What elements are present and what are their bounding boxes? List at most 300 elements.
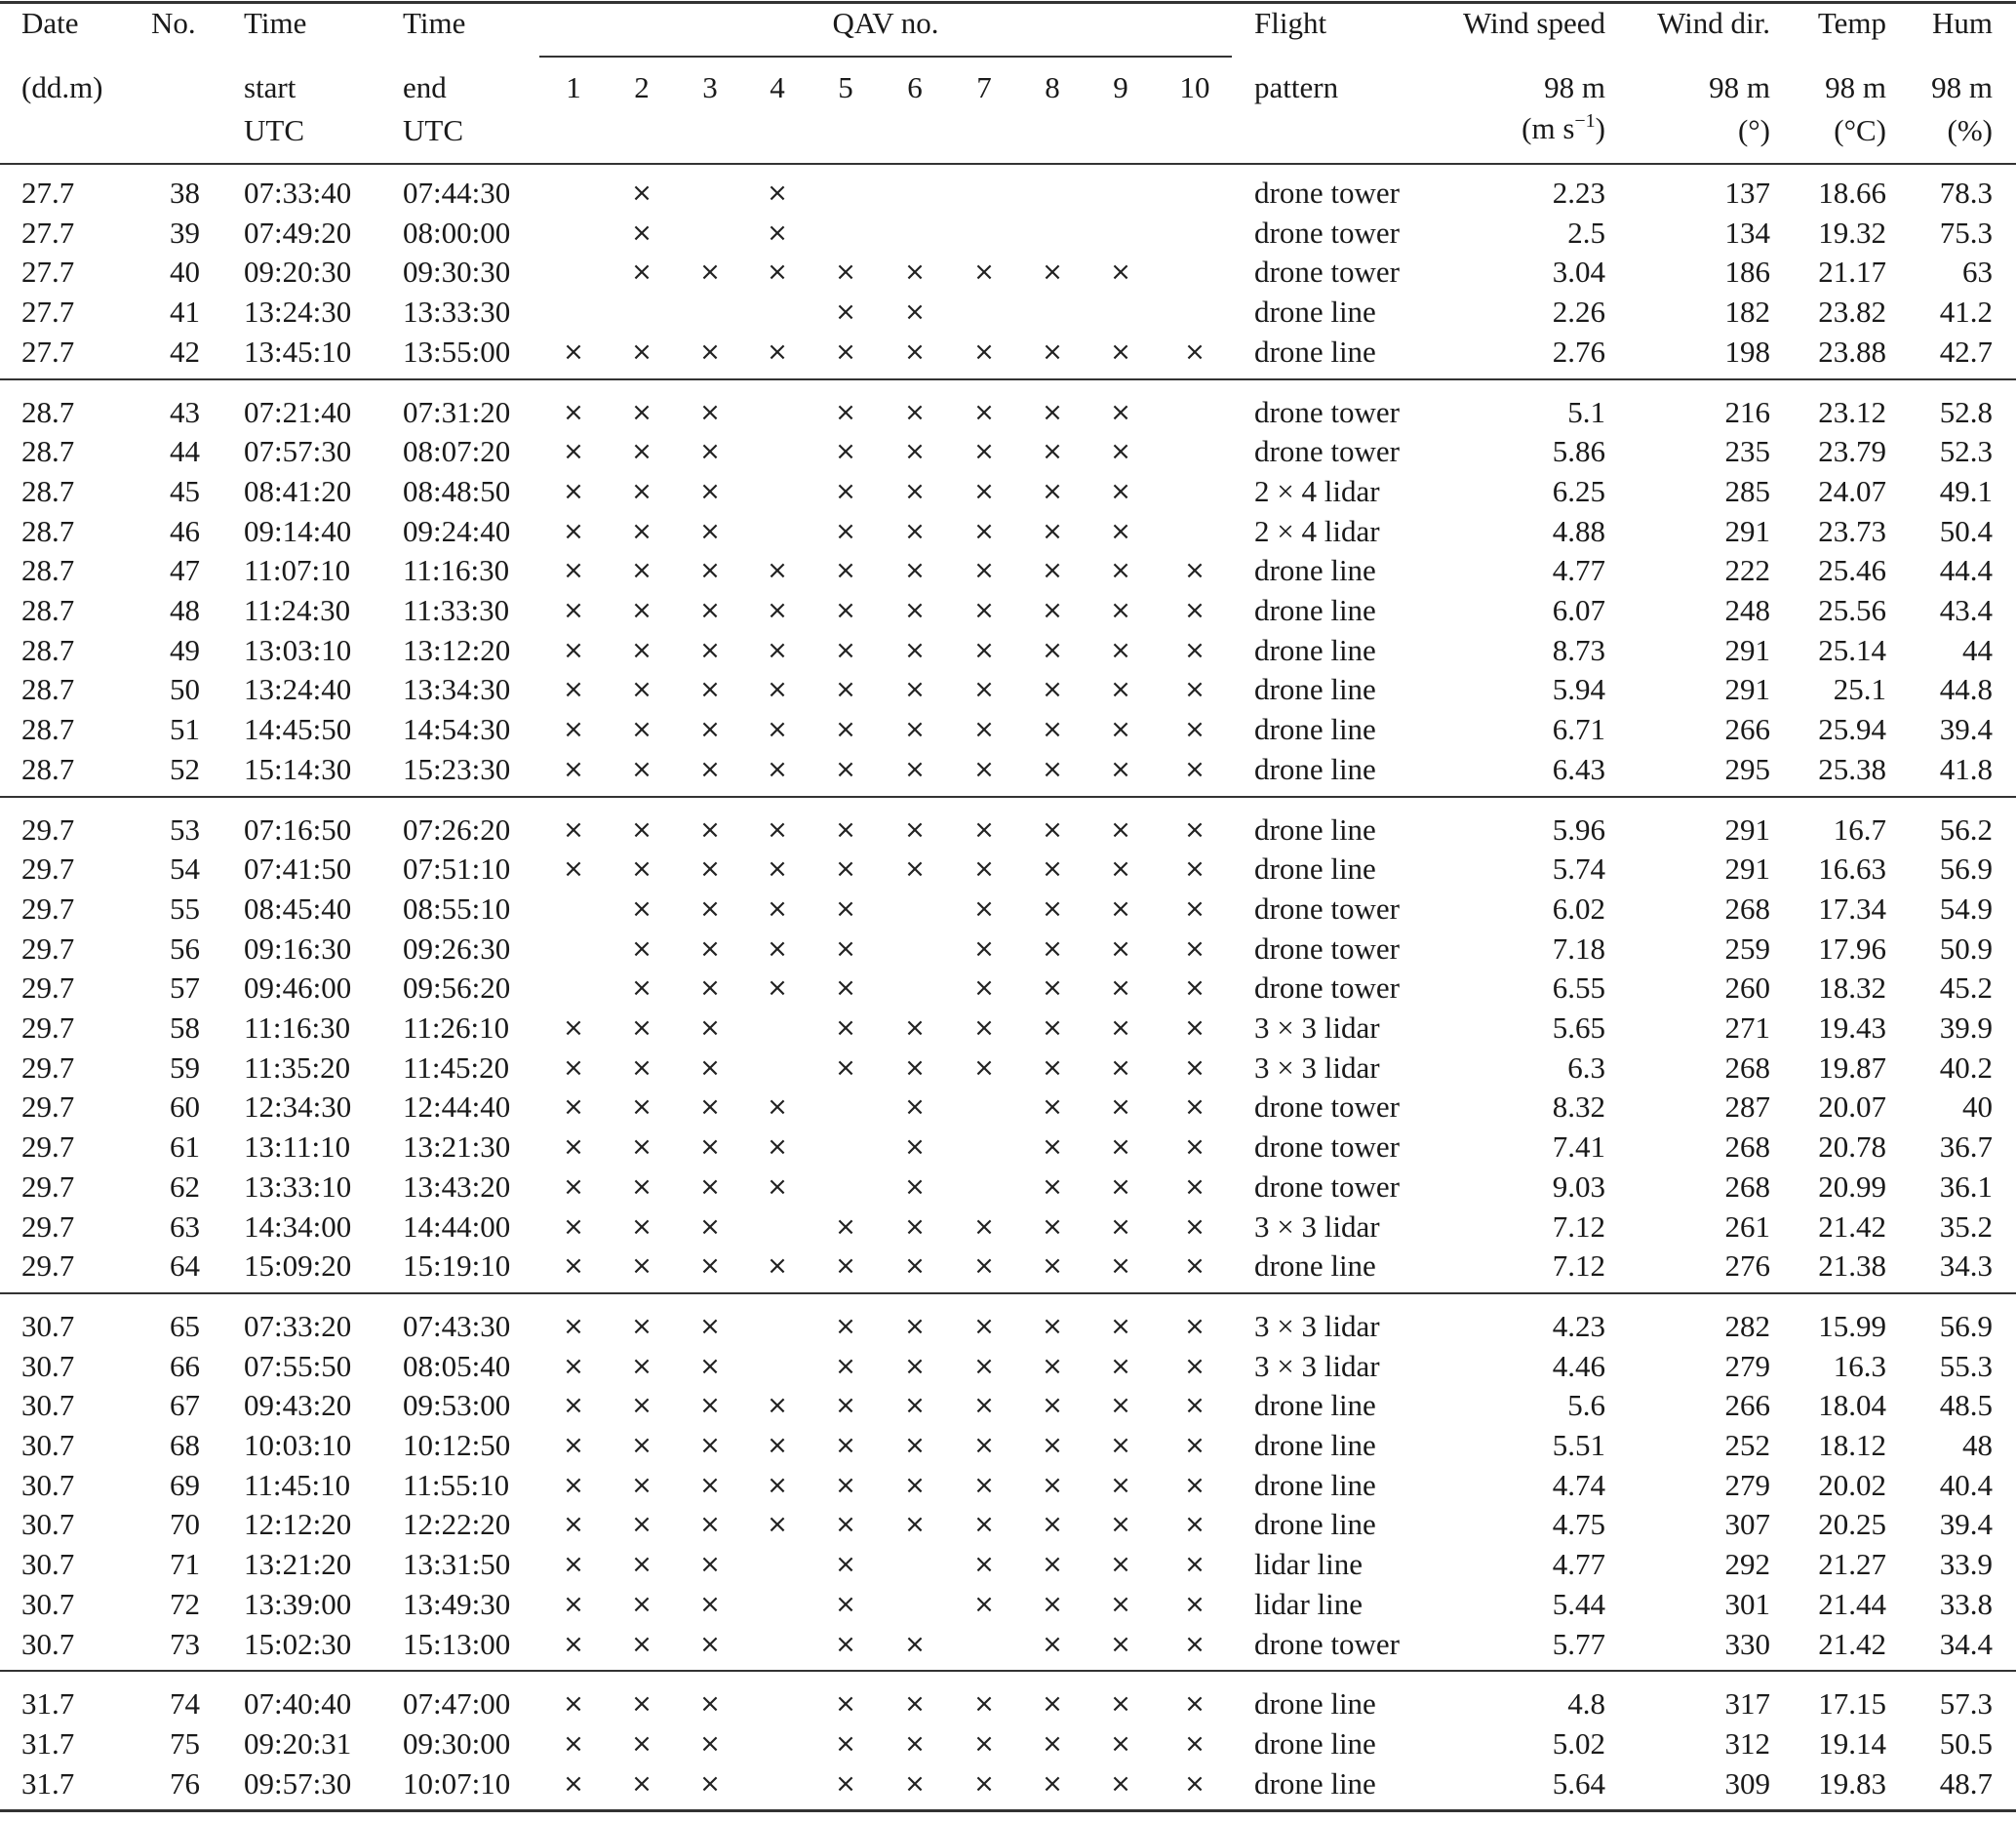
table-row [0,214,2016,253]
qav-mark-icon: × [699,1391,721,1421]
qav-mark-icon: × [631,437,652,467]
qav-mark-icon: × [973,1728,995,1759]
cell-no: 40 [170,255,200,290]
cell-time-end: 11:55:10 [403,1467,510,1502]
qav-mark-icon: × [1110,1431,1131,1460]
cell-date: 31.7 [21,1686,75,1722]
top-rule [0,1,2016,4]
qav-mark-icon: × [767,336,788,367]
cell-time-end: 12:44:40 [403,1089,511,1125]
qav-mark-icon: × [835,257,856,288]
cell-time-end: 09:30:00 [403,1725,511,1761]
qav-mark-icon: × [973,754,995,784]
cell-flight-pattern: drone line [1254,751,1376,786]
qav-mark-icon: × [1110,635,1131,665]
qav-mark-icon: × [631,1510,652,1540]
qav-mark-icon: × [1184,1689,1206,1720]
cell-temp: 20.78 [1818,1129,1886,1165]
qav-mark-icon: × [835,1510,856,1540]
table-row [0,750,2016,789]
qav-mark-icon: × [1184,596,1206,625]
qav-mark-icon: × [973,1351,995,1381]
cell-time-start: 15:14:30 [244,751,352,786]
qav-mark-icon: × [1042,1510,1063,1540]
cell-no: 50 [170,672,200,707]
cell-flight-pattern: drone line [1254,1507,1376,1542]
cell-time-end: 11:16:30 [403,553,510,588]
cell-wind-speed: 4.74 [1552,1467,1605,1502]
cell-hum: 41.8 [1939,751,1993,786]
qav-mark-icon: × [1042,1132,1063,1163]
cell-wind-dir: 268 [1724,1168,1770,1204]
qav-mark-icon: × [563,754,584,784]
qav-mark-icon: × [699,1550,721,1580]
cell-hum: 52.8 [1939,394,1993,429]
cell-wind-dir: 268 [1724,1049,1770,1085]
cell-time-start: 15:02:30 [244,1626,352,1661]
cell-time-start: 09:16:30 [244,930,352,966]
header-hum-unit: (%) [1947,113,1993,147]
cell-wind-dir: 292 [1724,1547,1770,1582]
cell-date: 29.7 [21,1248,75,1284]
qav-mark-icon: × [973,1391,995,1421]
table-row [0,293,2016,332]
cell-no: 59 [170,1049,200,1085]
header-qav-number: 10 [1179,70,1210,104]
qav-mark-icon: × [904,397,926,427]
qav-mark-icon: × [973,1689,995,1720]
qav-mark-icon: × [699,854,721,885]
header-wind-dir: Wind dir. [1657,6,1770,40]
header-wind-speed-height: 98 m [1544,70,1605,104]
qav-mark-icon: × [973,476,995,506]
cell-flight-pattern: drone line [1254,553,1376,588]
cell-temp: 19.83 [1818,1765,1886,1801]
qav-mark-icon: × [835,1589,856,1619]
qav-mark-icon: × [1110,257,1131,288]
header-qav-number: 5 [838,70,853,104]
qav-mark-icon: × [563,596,584,625]
qav-mark-icon: × [563,397,584,427]
qav-mark-icon: × [904,476,926,506]
qav-mark-icon: × [1042,1351,1063,1381]
cell-date: 31.7 [21,1725,75,1761]
qav-mark-icon: × [835,814,856,845]
qav-mark-icon: × [631,476,652,506]
qav-mark-icon: × [1184,635,1206,665]
qav-mark-icon: × [631,1251,652,1282]
cell-flight-pattern: drone line [1254,1248,1376,1284]
qav-mark-icon: × [1184,1251,1206,1282]
qav-mark-icon: × [1042,476,1063,506]
cell-hum: 56.9 [1939,1308,1993,1343]
table-row [0,1386,2016,1425]
table-row [0,1585,2016,1624]
cell-wind-dir: 279 [1724,1348,1770,1383]
cell-temp: 18.04 [1818,1388,1886,1423]
qav-mark-icon: × [1184,336,1206,367]
qav-mark-icon: × [904,257,926,288]
qav-mark-icon: × [1110,397,1131,427]
cell-hum: 39.9 [1939,1010,1993,1045]
group-rule [0,1292,2016,1294]
cell-flight-pattern: drone tower [1254,1089,1400,1125]
qav-mark-icon: × [904,1689,926,1720]
cell-temp: 25.46 [1818,553,1886,588]
cell-time-start: 14:45:50 [244,712,352,747]
cell-flight-pattern: drone line [1254,812,1376,847]
cell-time-end: 13:12:20 [403,632,511,667]
cell-temp: 16.3 [1833,1348,1886,1383]
cell-wind-dir: 285 [1724,473,1770,508]
cell-temp: 19.43 [1818,1010,1886,1045]
header-qav-number: 9 [1113,70,1128,104]
qav-mark-icon: × [904,715,926,745]
qav-mark-icon: × [1184,1211,1206,1242]
cell-time-end: 09:24:40 [403,513,511,548]
cell-flight-pattern: 3 × 3 lidar [1254,1049,1380,1085]
table-row [0,591,2016,630]
qav-mark-icon: × [904,1728,926,1759]
qav-mark-icon: × [1110,854,1131,885]
cell-time-end: 13:43:20 [403,1168,511,1204]
cell-hum: 43.4 [1939,593,1993,627]
cell-hum: 41.2 [1939,295,1993,330]
qav-mark-icon: × [631,1171,652,1202]
qav-mark-icon: × [973,1768,995,1799]
qav-mark-icon: × [904,1171,926,1202]
qav-mark-icon: × [835,1311,856,1341]
qav-mark-icon: × [699,675,721,705]
qav-mark-icon: × [835,1629,856,1659]
cell-temp: 19.14 [1818,1725,1886,1761]
qav-mark-icon: × [699,1251,721,1282]
cell-time-start: 07:33:20 [244,1308,352,1343]
qav-mark-icon: × [1184,1768,1206,1799]
qav-mark-icon: × [1042,715,1063,745]
qav-mark-icon: × [1110,1589,1131,1619]
cell-flight-pattern: drone line [1254,1467,1376,1502]
cell-time-end: 07:51:10 [403,851,511,887]
cell-time-end: 11:45:20 [403,1049,510,1085]
cell-time-start: 08:41:20 [244,473,352,508]
qav-mark-icon: × [699,437,721,467]
table-row [0,1505,2016,1544]
qav-mark-icon: × [1110,893,1131,924]
cell-date: 29.7 [21,1168,75,1204]
cell-date: 29.7 [21,1129,75,1165]
qav-mark-icon: × [1110,556,1131,586]
qav-mark-icon: × [1184,1589,1206,1619]
qav-mark-icon: × [563,1171,584,1202]
qav-mark-icon: × [1110,1510,1131,1540]
cell-date: 31.7 [21,1765,75,1801]
qav-mark-icon: × [631,1092,652,1123]
qav-mark-icon: × [1110,1211,1131,1242]
qav-mark-icon: × [835,596,856,625]
qav-mark-icon: × [631,336,652,367]
qav-mark-icon: × [699,1470,721,1500]
qav-mark-icon: × [1110,1768,1131,1799]
table-row [0,670,2016,709]
cell-time-start: 13:11:10 [244,1129,351,1165]
unit-exponent: −1 [1574,110,1596,132]
qav-mark-icon: × [767,715,788,745]
cell-wind-dir: 268 [1724,1129,1770,1165]
qav-mark-icon: × [767,1132,788,1163]
cell-hum: 63 [1962,255,1993,290]
cell-wind-dir: 260 [1724,970,1770,1006]
qav-mark-icon: × [835,973,856,1004]
cell-time-start: 13:21:20 [244,1547,352,1582]
qav-mark-icon: × [835,437,856,467]
cell-flight-pattern: drone tower [1254,1129,1400,1165]
cell-date: 29.7 [21,1089,75,1125]
cell-time-end: 09:53:00 [403,1388,511,1423]
cell-time-end: 09:30:30 [403,255,511,290]
qav-mark-icon: × [767,1092,788,1123]
cell-date: 30.7 [21,1547,75,1582]
cell-date: 27.7 [21,176,75,210]
cell-wind-speed: 2.26 [1552,295,1605,330]
qav-mark-icon: × [835,635,856,665]
cell-time-start: 09:43:20 [244,1388,352,1423]
qav-mark-icon: × [1184,814,1206,845]
cell-wind-dir: 279 [1724,1467,1770,1502]
cell-flight-pattern: 3 × 3 lidar [1254,1308,1380,1343]
qav-mark-icon: × [1042,397,1063,427]
header-qav-number: 2 [634,70,650,104]
qav-mark-icon: × [973,675,995,705]
table-row [0,1347,2016,1386]
cell-time-start: 10:03:10 [244,1428,352,1462]
qav-mark-icon: × [904,1132,926,1163]
qav-mark-icon: × [563,1550,584,1580]
cell-temp: 20.02 [1818,1467,1886,1502]
qav-mark-icon: × [767,556,788,586]
qav-mark-icon: × [631,556,652,586]
qav-mark-icon: × [1042,1550,1063,1580]
qav-mark-icon: × [563,1689,584,1720]
table-row [0,710,2016,749]
qav-mark-icon: × [563,1391,584,1421]
qav-mark-icon: × [904,1391,926,1421]
cell-time-end: 07:31:20 [403,394,511,429]
qav-mark-icon: × [767,1431,788,1460]
qav-mark-icon: × [631,1470,652,1500]
cell-time-start: 13:03:10 [244,632,352,667]
qav-mark-icon: × [973,596,995,625]
cell-time-end: 13:55:00 [403,334,511,369]
header-qav-number: 4 [770,70,785,104]
qav-mark-icon: × [699,1431,721,1460]
qav-mark-icon: × [631,754,652,784]
cell-temp: 25.56 [1818,593,1886,627]
table-row [0,1128,2016,1167]
cell-time-start: 11:35:20 [244,1049,351,1085]
qav-mark-icon: × [1042,1629,1063,1659]
cell-time-start: 08:45:40 [244,891,352,926]
qav-mark-icon: × [1184,1092,1206,1123]
cell-hum: 56.9 [1939,851,1993,887]
cell-wind-dir: 198 [1724,334,1770,369]
qav-mark-icon: × [973,1470,995,1500]
qav-mark-icon: × [973,1013,995,1043]
cell-temp: 23.88 [1818,334,1886,369]
qav-mark-icon: × [699,933,721,964]
qav-mark-icon: × [1110,336,1131,367]
cell-wind-dir: 266 [1724,712,1770,747]
qav-mark-icon: × [1184,1728,1206,1759]
qav-mark-icon: × [1184,1391,1206,1421]
cell-wind-dir: 222 [1724,553,1770,588]
cell-wind-speed: 6.02 [1552,891,1605,926]
cell-wind-speed: 8.32 [1552,1089,1605,1125]
cell-hum: 35.2 [1939,1208,1993,1244]
cell-temp: 18.12 [1818,1428,1886,1462]
cell-hum: 34.3 [1939,1248,1993,1284]
cell-time-start: 07:21:40 [244,394,352,429]
cell-hum: 40 [1962,1089,1993,1125]
qav-mark-icon: × [835,675,856,705]
qav-mark-icon: × [631,516,652,546]
header-qav: QAV no. [832,6,939,40]
qav-mark-icon: × [699,476,721,506]
cell-date: 29.7 [21,812,75,847]
cell-date: 30.7 [21,1467,75,1502]
cell-hum: 40.4 [1939,1467,1993,1502]
cell-wind-speed: 6.55 [1552,970,1605,1006]
cell-wind-dir: 291 [1724,851,1770,887]
cell-wind-dir: 291 [1724,513,1770,548]
cell-flight-pattern: drone tower [1254,1626,1400,1661]
qav-mark-icon: × [1042,1171,1063,1202]
table-row [0,472,2016,511]
qav-mark-icon: × [563,1589,584,1619]
cell-temp: 19.87 [1818,1049,1886,1085]
qav-mark-icon: × [563,1013,584,1043]
qav-mark-icon: × [1110,476,1131,506]
header-date: Date [21,6,79,40]
cell-time-end: 15:23:30 [403,751,511,786]
qav-mark-icon: × [631,1311,652,1341]
qav-mark-icon: × [904,1510,926,1540]
qav-mark-icon: × [1042,1768,1063,1799]
cell-flight-pattern: drone tower [1254,930,1400,966]
qav-mark-icon: × [1042,754,1063,784]
cell-time-start: 09:46:00 [244,970,352,1006]
qav-mark-icon: × [904,1052,926,1083]
qav-mark-icon: × [1110,1132,1131,1163]
cell-time-start: 13:39:00 [244,1586,352,1621]
cell-temp: 25.1 [1833,672,1886,707]
cell-flight-pattern: drone tower [1254,891,1400,926]
qav-mark-icon: × [1042,1391,1063,1421]
cell-no: 49 [170,632,200,667]
cell-hum: 55.3 [1939,1348,1993,1383]
cell-date: 27.7 [21,255,75,290]
table-row [0,631,2016,670]
qav-mark-icon: × [631,596,652,625]
table-row [0,1088,2016,1127]
cell-time-end: 11:26:10 [403,1010,510,1045]
cell-hum: 48.7 [1939,1765,1993,1801]
qav-mark-icon: × [835,933,856,964]
cell-wind-dir: 276 [1724,1248,1770,1284]
qav-mark-icon: × [973,1311,995,1341]
qav-mark-icon: × [973,1431,995,1460]
cell-flight-pattern: drone tower [1254,176,1400,210]
cell-date: 27.7 [21,334,75,369]
cell-flight-pattern: drone tower [1254,394,1400,429]
qav-mark-icon: × [1042,556,1063,586]
cell-hum: 39.4 [1939,1507,1993,1542]
cell-flight-pattern: lidar line [1254,1547,1364,1582]
cell-hum: 49.1 [1939,473,1993,508]
cell-hum: 36.7 [1939,1129,1993,1165]
qav-mark-icon: × [1184,893,1206,924]
qav-mark-icon: × [1110,516,1131,546]
cell-no: 53 [170,812,200,847]
cell-temp: 17.96 [1818,930,1886,966]
cell-wind-speed: 4.75 [1552,1507,1605,1542]
qav-mark-icon: × [563,1052,584,1083]
cell-temp: 23.73 [1818,513,1886,548]
cell-no: 47 [170,553,200,588]
qav-mark-icon: × [767,596,788,625]
qav-mark-icon: × [1184,973,1206,1004]
cell-date: 29.7 [21,930,75,966]
qav-mark-icon: × [563,854,584,885]
qav-mark-icon: × [1184,715,1206,745]
header-wind-dir-height: 98 m [1709,70,1770,104]
cell-flight-pattern: 3 × 3 lidar [1254,1010,1380,1045]
qav-mark-icon: × [1042,814,1063,845]
qav-mark-icon: × [1042,1431,1063,1460]
qav-mark-icon: × [767,933,788,964]
qav-mark-icon: × [1042,1470,1063,1500]
cell-no: 43 [170,394,200,429]
qav-mark-icon: × [699,973,721,1004]
qav-mark-icon: × [563,516,584,546]
qav-mark-icon: × [904,675,926,705]
qav-mark-icon: × [1110,1311,1131,1341]
cell-wind-speed: 5.77 [1552,1626,1605,1661]
qav-mark-icon: × [563,1351,584,1381]
qav-mark-icon: × [1042,675,1063,705]
group-rule [0,378,2016,380]
qav-mark-icon: × [1110,437,1131,467]
cell-wind-speed: 5.44 [1552,1586,1605,1621]
cell-wind-speed: 6.07 [1552,593,1605,627]
cell-no: 61 [170,1129,200,1165]
qav-mark-icon: × [1042,893,1063,924]
qav-mark-icon: × [699,1629,721,1659]
cell-flight-pattern: 2 × 4 lidar [1254,473,1380,508]
qav-mark-icon: × [1184,1550,1206,1580]
qav-mark-icon: × [904,1092,926,1123]
cell-no: 69 [170,1467,200,1502]
qav-mark-icon: × [1042,854,1063,885]
cell-flight-pattern: drone line [1254,1686,1376,1722]
cell-time-end: 13:33:30 [403,295,511,330]
qav-mark-icon: × [904,854,926,885]
qav-mark-icon: × [699,1013,721,1043]
qav-mark-icon: × [1110,596,1131,625]
qav-mark-icon: × [1184,754,1206,784]
cell-temp: 24.07 [1818,473,1886,508]
cell-no: 67 [170,1388,200,1423]
